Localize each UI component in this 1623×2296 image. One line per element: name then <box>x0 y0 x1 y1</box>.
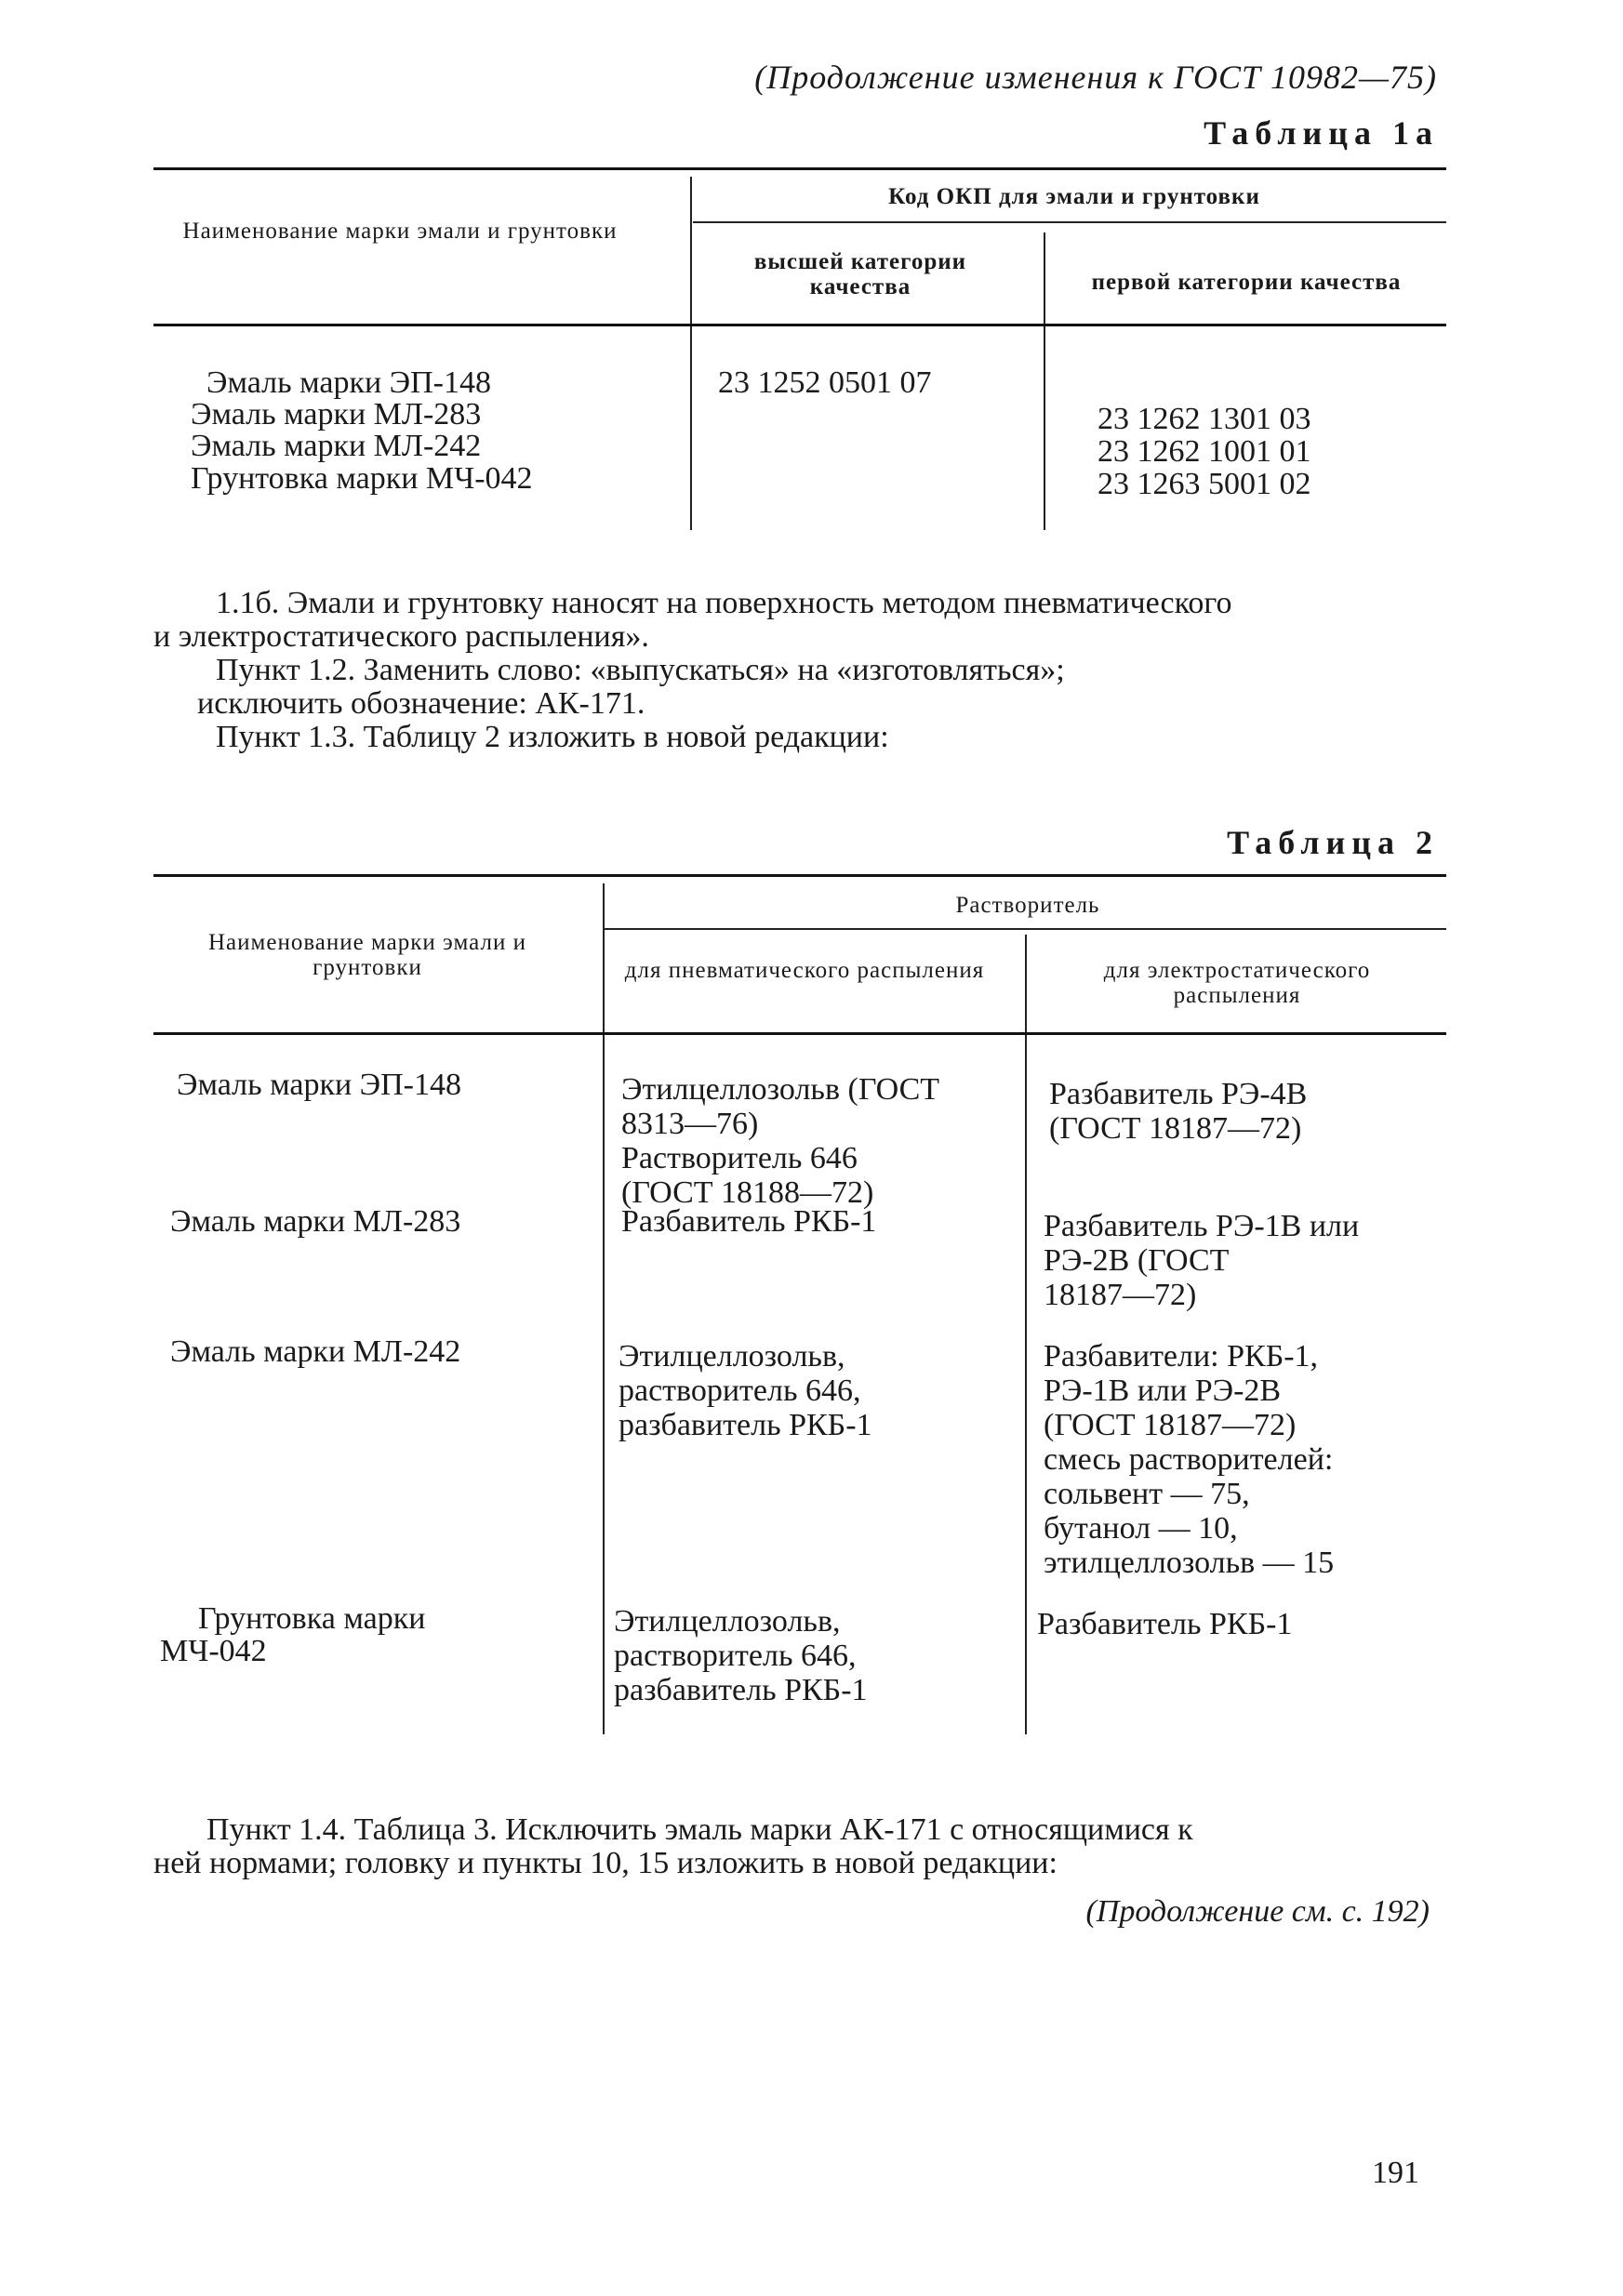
table-2-row-4-pneu-line-1: Этилцеллозольв, <box>614 1604 841 1639</box>
table-1a-group-rule <box>693 221 1446 223</box>
continuation-header: (Продолжение изменения к ГОСТ 10982—75) <box>754 59 1437 96</box>
table-1a-group-header: Код ОКП для эмали и грунтовки <box>888 184 1260 209</box>
table-2-row-3-pneu-line-2: растворитель 646, <box>619 1374 861 1408</box>
table-2-group-rule <box>605 928 1446 930</box>
paragraph-1-2-line-2: исключить обозначение: АК-171. <box>197 686 645 721</box>
continuation-footer: (Продолжение см. с. 192) <box>1085 1894 1430 1929</box>
table-1a-header-rule <box>153 324 1446 326</box>
table-2-row-3-elec-line-4: смесь растворителей: <box>1044 1442 1334 1477</box>
table-2-group-header: Растворитель <box>955 893 1100 918</box>
table-2-row-1-elec-line-2: (ГОСТ 18187—72) <box>1049 1111 1302 1146</box>
table-2-header-rule <box>153 1032 1446 1035</box>
table-1a-row-4-name: Грунтовка марки МЧ-042 <box>191 461 533 496</box>
page-number: 191 <box>1372 2156 1419 2190</box>
table-2-vline-1 <box>603 883 605 1734</box>
table-2-row-3-elec-line-7: этилцеллозольв — 15 <box>1044 1546 1335 1580</box>
table-2-row-3-elec-line-1: Разбавители: РКБ-1, <box>1044 1339 1319 1374</box>
table-2-row-2-pneu-line-1: Разбавитель РКБ-1 <box>621 1204 877 1239</box>
table-2-row-2-elec-line-1: Разбавитель РЭ-1В или <box>1044 1209 1360 1243</box>
table-2-row-3-name: Эмаль марки МЛ-242 <box>170 1334 461 1369</box>
paragraph-1-3: Пункт 1.3. Таблицу 2 изложить в новой редакции: <box>216 720 889 754</box>
table-2-col-name-header: Наименование марки эмали и грунтовки <box>208 930 526 980</box>
table-2-row-4-pneu-line-2: растворитель 646, <box>614 1639 857 1673</box>
table-1a-col-name-header: Наименование марки эмали и грунтовки <box>182 219 618 244</box>
table-2-row-2-elec-line-2: РЭ-2В (ГОСТ <box>1044 1243 1230 1278</box>
table-1a-label: Таблица 1а <box>1204 114 1439 152</box>
paragraph-1-2-line-1: Пункт 1.2. Заменить слово: «выпускаться» на «изготовляться»; <box>216 653 1065 687</box>
table-2-row-1-pneu-line-4: (ГОСТ 18188—72) <box>621 1175 874 1210</box>
table-2-row-1-pneu-line-1: Этилцеллозольв (ГОСТ <box>621 1072 940 1107</box>
table-2-row-3-pneu-line-1: Этилцеллозольв, <box>619 1339 845 1374</box>
table-2-row-1-name: Эмаль марки ЭП-148 <box>177 1068 461 1102</box>
table-1a-row-2-first-code: 23 1262 1301 03 <box>1098 402 1311 436</box>
table-1a-col-high-header: высшей категории качества <box>753 249 967 299</box>
table-2-row-2-elec-line-3: 18187—72) <box>1044 1278 1197 1312</box>
table-2-row-1-pneu-line-2: 8313—76) <box>621 1107 759 1141</box>
table-2-row-3-elec-line-2: РЭ-1В или РЭ-2В <box>1044 1374 1282 1408</box>
table-2-row-3-elec-line-6: бутанол — 10, <box>1044 1511 1238 1546</box>
table-2-row-4-pneu-line-3: разбавитель РКБ-1 <box>614 1673 868 1707</box>
table-2-row-4-name-line-1: Грунтовка марки <box>198 1601 426 1636</box>
table-2-row-1-pneu-line-3: Растворитель 646 <box>621 1141 858 1175</box>
table-1a-col-first-header: первой категории качества <box>1091 270 1402 295</box>
table-1a-row-1-high-code: 23 1252 0501 07 <box>718 365 932 400</box>
table-2-row-3-elec-line-5: сольвент — 75, <box>1044 1477 1250 1511</box>
table-2-row-1-elec-line-1: Разбавитель РЭ-4В <box>1049 1077 1308 1111</box>
table-2-col-pneu-header: для пневматического распыления <box>624 958 985 983</box>
table-2-row-2-name: Эмаль марки МЛ-283 <box>170 1204 461 1239</box>
paragraph-1-1b-line-2: и электростатического распыления». <box>153 619 649 654</box>
table-2-row-3-elec-line-3: (ГОСТ 18187—72) <box>1044 1408 1297 1442</box>
table-1a-row-4-first-code: 23 1263 5001 02 <box>1098 467 1311 501</box>
table-2-row-4-elec-line-1: Разбавитель РКБ-1 <box>1037 1607 1293 1641</box>
table-2-col-elec-header: для электростатического распыления <box>1103 958 1371 1008</box>
table-2-row-4-name-line-2: МЧ-042 <box>160 1634 267 1668</box>
table-1a-vline-1 <box>690 177 692 530</box>
paragraph-1-1b-line-1: 1.1б. Эмали и грунтовку наносят на поверхность методом пневматического <box>216 586 1232 620</box>
paragraph-1-4-line-2: ней нормами; головку и пункты 10, 15 изложить в новой редакции: <box>153 1846 1058 1880</box>
table-2-top-rule <box>153 874 1446 877</box>
table-2-label: Таблица 2 <box>1227 824 1439 861</box>
table-1a-top-rule <box>153 167 1446 170</box>
paragraph-1-4-line-1: Пункт 1.4. Таблица 3. Исключить эмаль марки АК-171 с относящимися к <box>206 1812 1193 1847</box>
table-1a-row-2-name: Эмаль марки МЛ-283 <box>191 397 482 431</box>
table-1a-row-3-name: Эмаль марки МЛ-242 <box>191 429 482 463</box>
table-2-row-3-pneu-line-3: разбавитель РКБ-1 <box>619 1408 872 1442</box>
table-1a-vline-2 <box>1044 232 1045 530</box>
table-1a-row-1-name: Эмаль марки ЭП-148 <box>206 365 491 400</box>
table-2-vline-2 <box>1025 935 1027 1734</box>
table-1a-row-3-first-code: 23 1262 1001 01 <box>1098 434 1311 469</box>
